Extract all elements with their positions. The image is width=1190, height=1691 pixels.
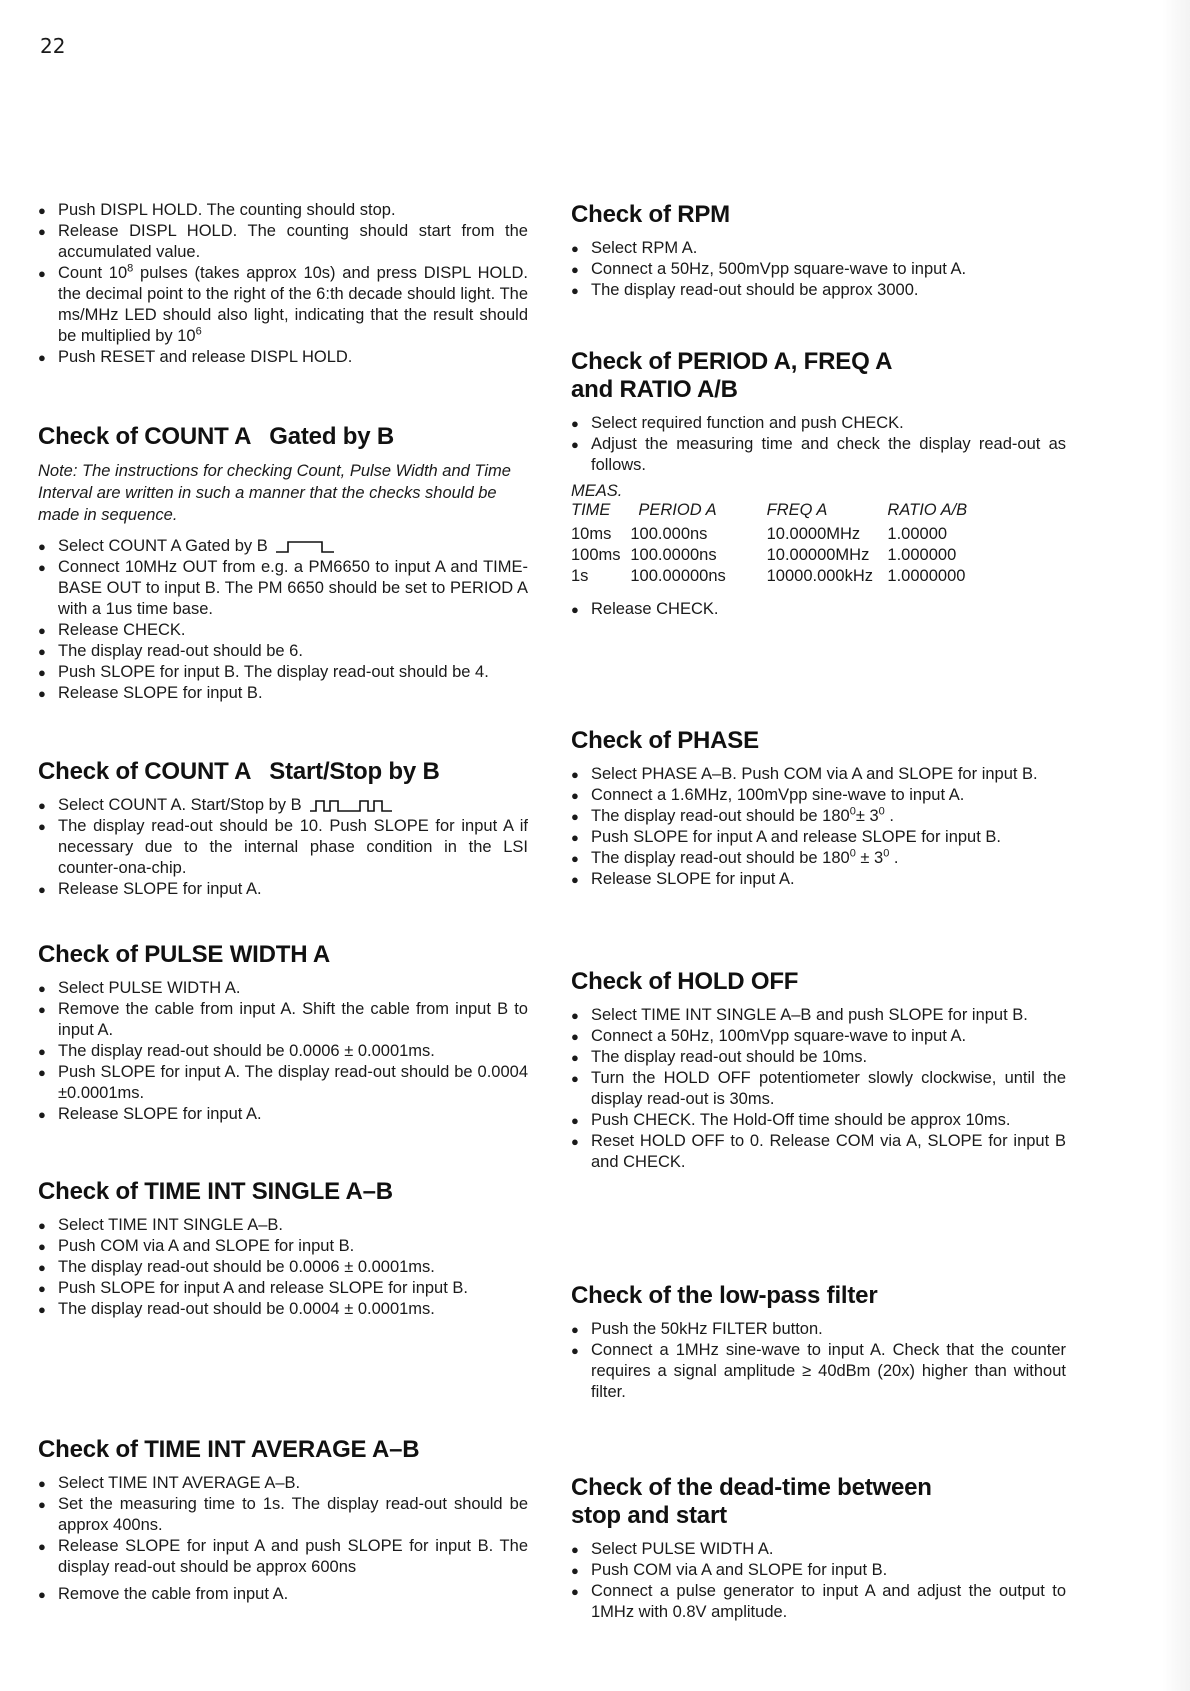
table-row — [571, 566, 975, 587]
list-item: ● Push CHECK. The Hold-Off time should be approx 10ms. — [571, 1110, 1066, 1131]
table-row — [571, 524, 975, 545]
time-int-single-section — [38, 1178, 528, 1320]
sequence-note: Note: The instructions for checking Count, Pulse Width and Time Interval are written in such a manner that the checks should be made in sequence. — [38, 462, 511, 524]
list-item: ● Select PULSE WIDTH A. — [38, 978, 528, 999]
count-startstop-section — [38, 758, 528, 900]
lowpass-list — [571, 1319, 1066, 1403]
section-heading: Check of RPM — [571, 201, 730, 228]
period-list — [571, 413, 1066, 476]
list-item: ● Release SLOPE for input A. — [571, 869, 1066, 890]
pulse-width-section — [38, 941, 528, 1125]
rpm-list — [571, 238, 1066, 301]
list-item: ● The display read-out should be $180^0\pm 3^0$ . — [571, 806, 1066, 827]
list-item: ● Push SLOPE for input A and release SLOPE for input B. — [38, 1278, 528, 1299]
page-edge-shading — [1162, 0, 1190, 1691]
header-period: PERIOD A — [638, 501, 717, 519]
time-int-single-list — [38, 1215, 528, 1320]
table-row — [571, 545, 975, 566]
intro-list — [38, 200, 528, 368]
time-int-average-section — [38, 1436, 528, 1605]
list-item: ● Select TIME INT SINGLE A–B. — [38, 1215, 528, 1236]
startstop-waveform-icon — [310, 799, 394, 813]
page-number: 22 — [40, 34, 66, 58]
count-gated-list — [38, 536, 528, 704]
section-heading: Check of TIME INT AVERAGE A–B — [38, 1436, 420, 1463]
list-item: ● Connect a 50Hz, 500mVpp square-wave to input A. — [571, 259, 1066, 280]
list-item: ● Select TIME INT SINGLE A–B and push SLOPE for input B. — [571, 1005, 1066, 1026]
table-cell: 1s — [571, 567, 589, 585]
list-item: ● Push RESET and release DISPL HOLD. — [38, 347, 528, 368]
list-item: ● The display read-out should be $180^0 \pm 3^0$ . — [571, 848, 1066, 869]
list-item: ● Release SLOPE for input B. — [38, 683, 528, 704]
list-item: ● Select PHASE A–B. Push COM via A and SLOPE for input B. — [571, 764, 1066, 785]
lowpass-section — [571, 1282, 1066, 1403]
list-item: ● Select TIME INT AVERAGE A–B. — [38, 1473, 528, 1494]
header-freq: FREQ A — [766, 501, 828, 519]
list-item: ● Push COM via A and SLOPE for input B. — [571, 1560, 1066, 1581]
phase-section — [571, 727, 1066, 890]
section-heading: Check of COUNT A Start/Stop by B — [38, 758, 440, 785]
list-item: ● Push DISPL HOLD. The counting should stop. — [38, 200, 528, 221]
list-item: ● Adjust the measuring time and check the display read-out as follows. — [571, 434, 1066, 476]
section-heading: Check of HOLD OFF — [571, 968, 799, 995]
list-item: ● Select COUNT A Gated by B — [38, 536, 528, 557]
header-ratio: RATIO A/B — [887, 501, 968, 519]
list-item: ● Select RPM A. — [571, 238, 1066, 259]
list-item: ● Push SLOPE for input A. The display read-out should be 0.0004 ±0.0001ms. — [38, 1062, 528, 1104]
list-item: ● Release DISPL HOLD. The counting should start from the accumulated value. — [38, 221, 528, 263]
list-item: ● Turn the HOLD OFF potentiometer slowly clockwise, until the display read-out is 30ms. — [571, 1068, 1066, 1110]
list-item: ● The display read-out should be 10ms. — [571, 1047, 1066, 1068]
list-item: ● Select COUNT A. Start/Stop by B — [38, 795, 528, 816]
header-meas-time: MEAS. TIME — [571, 482, 623, 519]
list-item: ● Release SLOPE for input A. — [38, 1104, 528, 1125]
table-cell: 10000.000kHz — [766, 567, 874, 585]
list-item: ● Push SLOPE for input B. The display read-out should be 4. — [38, 662, 528, 683]
list-item: ● The display read-out should be approx 3000. — [571, 280, 1066, 301]
deadtime-list — [571, 1539, 1066, 1623]
measurement-table — [571, 482, 975, 587]
table-cell: 1.00000 — [887, 525, 948, 543]
table-cell: 10.00000MHz — [766, 546, 870, 564]
list-item: ● Connect a 1MHz sine-wave to input A. Check that the counter requires a signal amplitude ≥ 40dBm (20x) higher than without filter. — [571, 1340, 1066, 1403]
list-item: ● Release SLOPE for input A. — [38, 879, 528, 900]
time-int-average-list — [38, 1473, 528, 1605]
table-cell: 1.000000 — [887, 546, 957, 564]
list-item: ● Remove the cable from input A. Shift the cable from input B to input A. — [38, 999, 528, 1041]
phase-list — [571, 764, 1066, 890]
rpm-section — [571, 201, 1066, 301]
pulse-width-list — [38, 978, 528, 1125]
list-item: ● Select required function and push CHECK. — [571, 413, 1066, 434]
count-gated-section — [38, 423, 528, 704]
table-cell: 100.000ns — [630, 525, 708, 543]
list-item: ● The display read-out should be 0.0004 ± 0.0001ms. — [38, 1299, 528, 1320]
list-item: ● Connect 10MHz OUT from e.g. a PM6650 to input A and TIME-BASE OUT to input B. The PM 6650 should be set to PERIOD A with a 1us time base. — [38, 557, 528, 620]
list-item: ● Set the measuring time to 1s. The display read-out should be approx 400ns. — [38, 1494, 528, 1536]
table-cell: 1.0000000 — [887, 567, 966, 585]
period-section — [571, 348, 1066, 620]
table-header-row — [571, 482, 975, 524]
section-heading: Check of PHASE — [571, 727, 759, 754]
section-heading: Check of COUNT A Gated by B — [38, 423, 394, 450]
deadtime-section — [571, 1474, 1066, 1623]
section-heading: Check of the dead-time between stop and start — [571, 1474, 932, 1529]
list-item: ● Release CHECK. — [38, 620, 528, 641]
intro-section — [38, 200, 528, 368]
list-item: ● The display read-out should be 0.0006 ± 0.0001ms. — [38, 1041, 528, 1062]
list-item: ● Push COM via A and SLOPE for input B. — [38, 1236, 528, 1257]
list-item: ● Release SLOPE for input A and push SLOPE for input B. The display read-out should be approx 600ns — [38, 1536, 528, 1578]
table-cell: 100ms — [571, 546, 621, 564]
table-cell: 100.00000ns — [630, 567, 726, 585]
gate-waveform-icon — [276, 540, 336, 554]
list-item: ● Select PULSE WIDTH A. — [571, 1539, 1066, 1560]
section-heading: Check of TIME INT SINGLE A–B — [38, 1178, 393, 1205]
count-startstop-list — [38, 795, 528, 900]
list-item: ● The display read-out should be 10. Push SLOPE for input A if necessary due to the internal phase condition in the LSI counter-ona-chip. — [38, 816, 528, 879]
table-cell: 10ms — [571, 525, 612, 543]
hold-off-list — [571, 1005, 1066, 1173]
list-item: ● Count $10^8$ pulses (takes approx 10s) and press DISPL HOLD. the decimal point to the right of the 6:th decade should light. The ms/MHz LED should also light, indicating that the result should be multiplied by $10^6$ — [38, 263, 528, 347]
list-item: ● Release CHECK. — [571, 599, 1066, 620]
table-cell: 10.0000MHz — [766, 525, 861, 543]
list-item: ● Reset HOLD OFF to 0. Release COM via A, SLOPE for input B and CHECK. — [571, 1131, 1066, 1173]
section-heading: Check of PULSE WIDTH A — [38, 941, 331, 968]
list-item: ● Push the 50kHz FILTER button. — [571, 1319, 1066, 1340]
list-item: ● Remove the cable from input A. — [38, 1584, 528, 1605]
list-item: ● Connect a 1.6MHz, 100mVpp sine-wave to input A. — [571, 785, 1066, 806]
table-cell: 100.0000ns — [630, 546, 717, 564]
list-item: ● The display read-out should be 6. — [38, 641, 528, 662]
list-item: ● Push SLOPE for input A and release SLOPE for input B. — [571, 827, 1066, 848]
list-item: ● Connect a pulse generator to input A and adjust the output to 1MHz with 0.8V amplitude. — [571, 1581, 1066, 1623]
period-after-list — [571, 599, 1066, 620]
hold-off-section — [571, 968, 1066, 1173]
list-item: ● The display read-out should be 0.0006 ± 0.0001ms. — [38, 1257, 528, 1278]
list-item: ● Connect a 50Hz, 100mVpp square-wave to input A. — [571, 1026, 1066, 1047]
section-heading: Check of the low-pass filter — [571, 1282, 878, 1309]
section-heading: Check of PERIOD A, FREQ A and RATIO A/B — [571, 348, 893, 403]
